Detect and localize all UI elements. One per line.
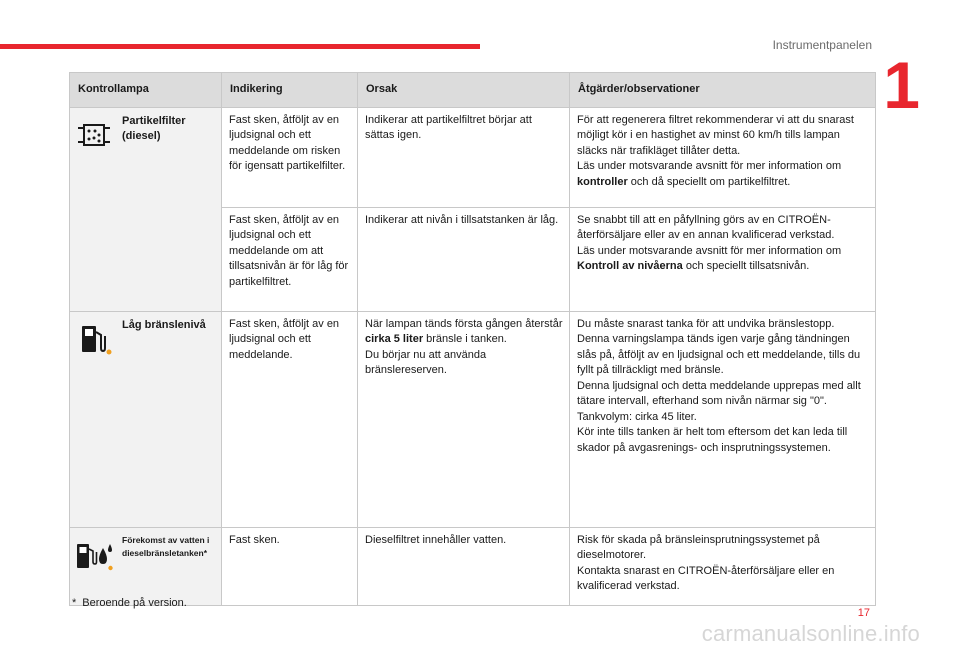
header-orsak: Orsak xyxy=(358,73,570,108)
footnote-mark: * xyxy=(72,597,77,609)
cause-cell xyxy=(358,311,570,527)
table-row xyxy=(70,107,876,207)
action-text: Se snabbt till att en påfyllning görs av en CITROËN-återförsäljare eller av en annan kvalificerad verkstad. xyxy=(577,213,835,241)
chapter-number: 1 xyxy=(883,48,920,122)
lamp-name: Låg bränslenivå xyxy=(122,318,206,331)
cause-text-part: bränsle i tanken. xyxy=(423,333,507,345)
warning-lamp-table xyxy=(69,72,876,606)
action-text-part: och då speciellt om partikelfiltret. xyxy=(627,175,791,188)
cause-cell: Indikerar att partikelfiltret börjar att sättas igen. xyxy=(358,107,570,207)
indication-cell: Fast sken, åtföljt av en ljudsignal och ett meddelande om att tillsatsnivån är för låg för partikelfiltret. xyxy=(222,207,358,311)
footnote-text: Beroende på version. xyxy=(82,597,187,609)
indication-cell: Fast sken, åtföljt av en ljudsignal och ett meddelande om risken för igensatt partikelfilter. xyxy=(222,107,358,207)
cause-text xyxy=(365,317,563,348)
water-in-diesel-icon xyxy=(74,538,114,572)
action-text-part: och speciellt tillsatsnivån. xyxy=(682,260,810,272)
action-text-emphasis: Kontroll av nivåerna xyxy=(577,260,683,272)
action-cell xyxy=(570,527,876,605)
fuel-pump-icon xyxy=(74,322,114,356)
lamp-name: Förekomst av vatten i dieselbränsletanken* xyxy=(122,534,210,558)
footnote xyxy=(72,597,187,609)
action-cell xyxy=(570,311,876,527)
header-indikering: Indikering xyxy=(222,73,358,108)
action-line: Tankvolym: cirka 45 liter. xyxy=(577,410,697,423)
action-text: För att regenerera filtret rekommenderar vi att du snarast möjligt kör i en hastighet av minst 60 km/h tills lampan släcks när trafikläget tillåter detta. xyxy=(577,113,854,157)
action-line: Kontakta snarast en CITROËN-återförsäljare eller en kvalificerad verkstad. xyxy=(577,564,835,592)
action-text-part: Läs under motsvarande avsnitt för mer information om xyxy=(577,160,842,172)
table-row xyxy=(70,527,876,605)
lamp-cell xyxy=(70,311,222,527)
indication-cell: Fast sken, åtföljt av en ljudsignal och ett meddelande. xyxy=(222,311,358,527)
action-line: Denna varningslampa tänds igen varje gång tändningen slås på, åtföljt av en ljudsignal och ett meddelande, tills du fyllt på tillräckligt med bränsle. xyxy=(577,333,861,376)
cause-text-emphasis: cirka 5 liter xyxy=(365,333,424,345)
header-kontrollampa: Kontrollampa xyxy=(70,73,222,108)
cause-text: Du börjar nu att använda bränslereserven. xyxy=(365,348,487,376)
indication-cell: Fast sken. xyxy=(222,527,358,605)
action-text-part: Läs under motsvarande avsnitt för mer information om xyxy=(577,244,842,257)
cause-cell: Indikerar att nivån i tillsatstanken är låg. xyxy=(358,207,570,311)
action-text-emphasis: kontroller xyxy=(577,175,628,188)
header-accent-bar xyxy=(0,44,480,49)
table-row xyxy=(70,311,876,527)
action-cell xyxy=(570,107,876,207)
table-header-row xyxy=(70,73,876,108)
section-title: Instrumentpanelen xyxy=(772,38,872,52)
action-line: Kör inte tills tanken är helt tom eftersom det kan leda till skador på avgasrenings- och insprutningssystemen. xyxy=(577,426,848,454)
lamp-cell xyxy=(70,527,222,605)
action-line: Risk för skada på bränsleinsprutningssystemet på dieselmotorer. xyxy=(577,533,820,561)
watermark: carmanualsonline.info xyxy=(701,621,920,646)
cause-text-part: När lampan tänds första gången återstår xyxy=(365,317,563,330)
action-line: Du måste snarast tanka för att undvika bränslestopp. xyxy=(577,317,835,330)
action-text xyxy=(577,159,869,190)
lamp-cell xyxy=(70,107,222,311)
action-line: Denna ljudsignal och detta meddelande upprepas med allt tätare intervall, efterhand som nivån närmar sig "0". xyxy=(577,379,861,407)
lamp-name: Partikelfilter (diesel) xyxy=(122,114,186,142)
action-cell xyxy=(570,207,876,311)
header-atgarder: Åtgärder/observationer xyxy=(570,73,876,108)
cause-cell: Dieselfiltret innehåller vatten. xyxy=(358,527,570,605)
page-number: 17 xyxy=(857,607,870,619)
action-text xyxy=(577,244,869,275)
particle-filter-icon xyxy=(74,118,114,152)
